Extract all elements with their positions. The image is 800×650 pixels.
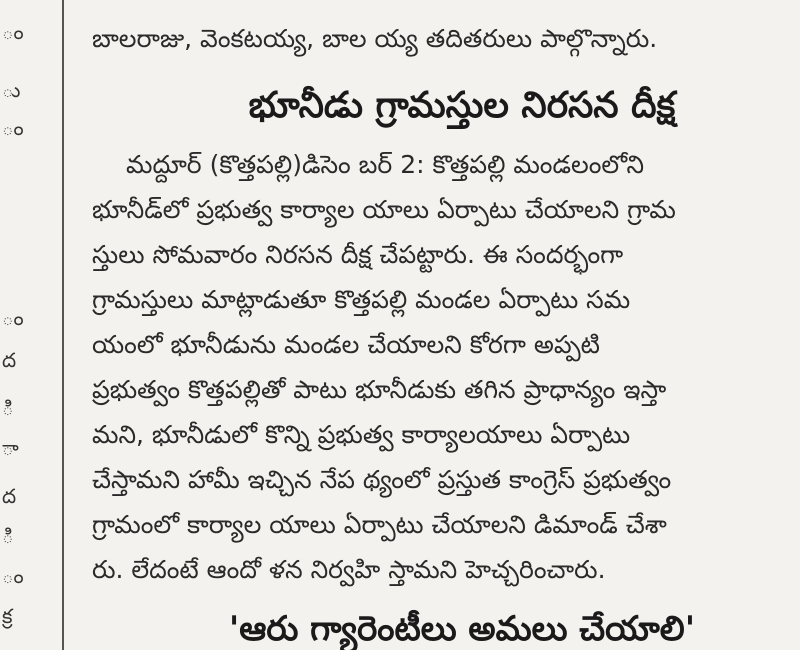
left-column bbox=[0, 0, 40, 650]
left-column-fragment: ం bbox=[2, 306, 24, 330]
article-body-line: మద్దూర్ (కొత్తపల్లి)డిసెం బ‌ర్ 2: కొత్తపల్లి మండలంలోని bbox=[126, 150, 645, 179]
article-body-line: చేస్తామని హామీ ఇచ్చిన నేప థ్యంలో ప్రస్తుత కాంగ్రెస్ ప్రభుత్వం bbox=[92, 465, 672, 494]
left-column-fragment: ా bbox=[2, 436, 19, 460]
left-column-fragment: ం bbox=[2, 116, 24, 140]
left-column-fragment: ం bbox=[2, 20, 24, 44]
article-headline: భూనీడు గ్రామస్తుల నిరసన దీక్ష bbox=[248, 85, 676, 126]
article-body-line: గ్రామస్తులు మాట్లాడుతూ కొత్తపల్లి మండల ఏర్పాటు సమ bbox=[92, 285, 631, 314]
left-column-fragment: ద bbox=[2, 348, 17, 372]
column-rule bbox=[62, 0, 64, 650]
left-column-fragment: ి bbox=[2, 524, 14, 548]
article-body-line: మని, భూనీడులో కొన్ని ప్రభుత్వ కార్యాలయాలు ఏర్పాటు bbox=[92, 420, 631, 449]
article-body-line: ప్రభుత్వం కొత్తపల్లితో పాటు భూనీడుకు తగిన ప్రాధాన్యం ఇస్తా bbox=[92, 375, 667, 404]
article-body-line: యంలో భూనీడును మండల చేయాలని కోరగా అప్పటి bbox=[92, 330, 600, 359]
left-column-fragment: ద bbox=[2, 484, 17, 508]
article-body-line: భూనీడ్‌లో ప్రభుత్వ కార్యాల యాలు ఏర్పాటు చేయాలని గ్రామ bbox=[92, 195, 676, 224]
article-column bbox=[92, 0, 792, 650]
article-body-line: రు. లేదంటే ఆందో ళన నిర్వహి స్తామని హెచ్చరించారు. bbox=[92, 555, 606, 584]
next-article-headline: 'ఆరు గ్యారెంటీలు అమలు చేయాలి' bbox=[228, 609, 696, 649]
article-body-line: గ్రామంలో కార్యాల యాలు ఏర్పాటు చేయాలని డిమాండ్ చేశా bbox=[92, 510, 667, 539]
left-column-fragment: ు bbox=[2, 78, 21, 102]
left-column-fragment: క్ర bbox=[2, 604, 13, 628]
article-lead-line: బాలరాజు, వెంకటయ్య, బాల య్య తదితరులు పాల్గొన్నారు. bbox=[92, 24, 658, 53]
left-column-fragment: ం bbox=[2, 564, 24, 588]
article-body-line: స్తులు సోమవారం నిరసన దీక్ష చేపట్టారు. ఈ సందర్భంగా bbox=[92, 240, 624, 269]
left-column-fragment: ి bbox=[2, 396, 14, 420]
